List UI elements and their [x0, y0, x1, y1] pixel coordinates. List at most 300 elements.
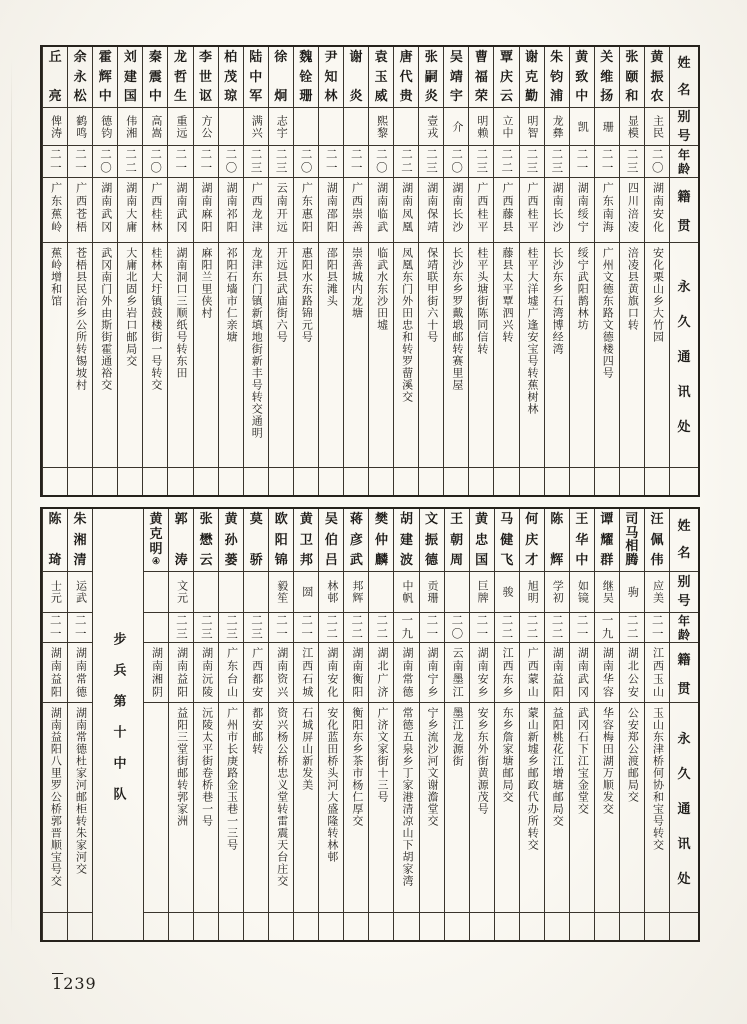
header-column [669, 47, 698, 495]
age-cell: 二三 [194, 612, 218, 642]
person-column [343, 509, 368, 940]
name-cell: 黄 振 农 [650, 50, 664, 104]
alias-cell: 介 [444, 107, 468, 145]
person-column [419, 509, 444, 940]
address-cell: 安化蓝田桥头河大盛隆转林邨 [319, 702, 343, 912]
address-cell: 邵阳县滩头 [319, 242, 343, 467]
address-cell: 苍梧县民治乡公所转锡坡村 [68, 242, 92, 467]
age-cell: 二一 [68, 612, 92, 642]
address-cell: 资兴杨公桥忠义堂转雷震天台庄交 [269, 702, 293, 912]
native-place-cell: 湖南资兴 [269, 642, 293, 702]
address-cell: 桂林大圩镇鼓楼街一号转交 [143, 242, 167, 467]
header-address: 永 久 通 讯 处 [670, 242, 698, 467]
native-place-cell: 湖南长沙 [444, 177, 468, 242]
empty-cell [394, 912, 418, 940]
native-place-cell: 云南开远 [269, 177, 293, 242]
address-cell: 公安郑公渡邮局交 [620, 702, 644, 912]
alias-cell: 志宇 [269, 107, 293, 145]
age-cell: 二一 [470, 612, 494, 642]
address-cell: 龙津东门镇新填地街新丰号转交通明 [244, 242, 268, 467]
alias-cell: 龙彝 [545, 107, 569, 145]
name-cell: 尹 知 林 [324, 50, 338, 104]
alias-cell [369, 571, 393, 612]
alias-cell: 珊 [595, 107, 619, 145]
empty-cell [445, 912, 469, 940]
address-cell: 石城屏山新发美 [294, 702, 318, 912]
address-cell: 崇善城内龙塘 [344, 242, 368, 467]
native-place-cell: 广东惠阳 [294, 177, 318, 242]
age-cell: 二〇 [445, 612, 469, 642]
person-column [318, 47, 343, 495]
address-cell: 涪凌县黄旗口转 [620, 242, 644, 467]
person-column [168, 509, 193, 940]
native-place-cell: 湖北广济 [369, 642, 393, 702]
empty-cell [670, 467, 698, 495]
native-place-cell: 湖南长沙 [545, 177, 569, 242]
age-cell: 二〇 [219, 145, 243, 177]
empty-cell [645, 912, 669, 940]
native-place-cell: 湖南凤凰 [394, 177, 418, 242]
name-cell: 唐 代 贵 [399, 50, 413, 104]
native-place-cell: 湖南宁乡 [420, 642, 444, 702]
native-place-cell: 云南墨江 [445, 642, 469, 702]
name-cell: 欧 阳 锦 [274, 512, 288, 568]
native-place-cell: 湖南沅陵 [194, 642, 218, 702]
native-place-cell: 湖南保靖 [419, 177, 443, 242]
address-cell: 益阳三堂街邮转郭家洲 [169, 702, 193, 912]
header-age: 年 龄 [670, 145, 698, 177]
person-column [444, 509, 469, 940]
age-cell: 二一 [420, 612, 444, 642]
name-cell: 谢 克 勤 [525, 50, 539, 104]
alias-cell: 满兴 [244, 107, 268, 145]
age-cell: 二一 [319, 145, 343, 177]
native-place-cell: 广东南海 [595, 177, 619, 242]
alias-cell [144, 571, 168, 612]
age-cell: 二〇 [93, 145, 117, 177]
roster-page [40, 45, 700, 942]
unit-label: 步兵第十中队 [110, 631, 126, 818]
empty-cell [43, 912, 67, 940]
alias-cell: 德钧 [93, 107, 117, 145]
alias-cell: 高嵩 [143, 107, 167, 145]
age-cell: 二〇 [294, 145, 318, 177]
name-cell: 汪 佩 伟 [650, 512, 664, 568]
native-place-cell: 广西藤县 [494, 177, 518, 242]
native-place-cell: 湖南武冈 [168, 177, 192, 242]
header-native: 籍 贯 [670, 177, 698, 242]
age-cell: 二二 [319, 612, 343, 642]
person-column [443, 47, 468, 495]
header-age: 年 龄 [670, 612, 698, 642]
age-cell [144, 612, 168, 642]
person-column [594, 509, 619, 940]
empty-cell [219, 912, 243, 940]
name-cell: 霍 辉 中 [98, 50, 112, 104]
person-column [293, 509, 318, 940]
address-cell: 安化栗山乡大竹园 [645, 242, 669, 467]
alias-cell: 继吴 [595, 571, 619, 612]
address-cell: 宁乡流沙河文谢澹堂交 [420, 702, 444, 912]
empty-cell [319, 912, 343, 940]
person-column [193, 509, 218, 940]
roster-table-bottom [40, 507, 700, 942]
native-place-cell: 湖南益阳 [545, 642, 569, 702]
age-cell: 二一 [344, 145, 368, 177]
native-place-cell: 湖南常德 [68, 642, 92, 702]
age-cell: 二一 [269, 612, 293, 642]
person-column [218, 509, 243, 940]
age-cell: 二一 [194, 145, 218, 177]
age-cell: 二三 [520, 145, 544, 177]
name-cell: 司 马 相 腾 [625, 512, 639, 568]
person-column [268, 509, 293, 940]
empty-cell [570, 467, 594, 495]
header-alias: 别 号 [670, 107, 698, 145]
name-cell: 樊 仲 麟 [374, 512, 388, 568]
empty-cell [344, 467, 368, 495]
address-cell: 广州文德东路文德楼四号 [595, 242, 619, 467]
name-cell: 王 华 中 [575, 512, 589, 568]
name-cell: 张 颐 和 [625, 50, 639, 104]
name-cell: 莫 骄 [249, 512, 263, 568]
empty-cell [595, 912, 619, 940]
address-cell: 祁阳石墻市仁亲塘 [219, 242, 243, 467]
address-cell: 都安邮转 [244, 702, 268, 912]
alias-cell [294, 107, 318, 145]
person-column [193, 47, 218, 495]
empty-cell [469, 467, 493, 495]
alias-cell: 骏 [495, 571, 519, 612]
address-cell: 麻阳兰里侠村 [194, 242, 218, 467]
alias-cell: 运武 [68, 571, 92, 612]
name-cell: 黄 致 中 [575, 50, 589, 104]
empty-cell [194, 912, 218, 940]
person-column [393, 47, 418, 495]
native-place-cell: 广西蒙山 [520, 642, 544, 702]
address-cell: 长沙东乡罗戴塅邮转赛里屋 [444, 242, 468, 467]
person-column [117, 47, 142, 495]
empty-cell [143, 467, 167, 495]
header-alias: 别 号 [670, 571, 698, 612]
age-cell: 二三 [419, 145, 443, 177]
alias-cell [394, 107, 418, 145]
person-column [142, 47, 167, 495]
address-cell: 藤县太平覃泗兴转 [494, 242, 518, 467]
alias-cell: 贡珊 [420, 571, 444, 612]
name-cell: 吴 伯 吕 [324, 512, 338, 568]
alias-cell: 凯 [570, 107, 594, 145]
roster-table-top [40, 45, 700, 497]
age-cell: 一九 [595, 612, 619, 642]
native-place-cell: 广西桂平 [520, 177, 544, 242]
native-place-cell: 广西桂平 [469, 177, 493, 242]
address-cell: 常德五泉乡丁家港清凉山下胡家湾 [394, 702, 418, 912]
address-cell: 湖南常德杜家河邮柜转朱家河交 [68, 702, 92, 912]
age-cell: 二二 [394, 145, 418, 177]
native-place-cell: 江西石城 [294, 642, 318, 702]
empty-cell [244, 912, 268, 940]
alias-cell: 壹戎 [419, 107, 443, 145]
alias-cell: 立中 [494, 107, 518, 145]
age-cell: 二三 [169, 612, 193, 642]
age-cell: 二一 [570, 612, 594, 642]
empty-cell [269, 467, 293, 495]
address-cell: 华容梅田湖万顺发交 [595, 702, 619, 912]
address-cell: 玉山东津桥何协和宝号转交 [645, 702, 669, 912]
address-cell: 保靖联甲街六十号 [419, 242, 443, 467]
person-column [619, 509, 644, 940]
person-column [544, 47, 569, 495]
age-cell: 二二 [520, 612, 544, 642]
age-cell: 二二 [494, 145, 518, 177]
native-place-cell: 湖南衡阳 [344, 642, 368, 702]
alias-cell: 俾涛 [43, 107, 67, 145]
person-column [393, 509, 418, 940]
age-cell: 二二 [495, 612, 519, 642]
address-cell: 沅陵太平街卷桥巷一号 [194, 702, 218, 912]
empty-cell [319, 467, 343, 495]
person-column [594, 47, 619, 495]
name-cell: 黄 卫 邦 [299, 512, 313, 568]
person-column [268, 47, 293, 495]
age-cell: 二三 [469, 145, 493, 177]
name-cell: 柏 茂 琼 [224, 50, 238, 104]
age-cell: 二一 [43, 612, 67, 642]
empty-cell [670, 912, 698, 940]
name-cell: 王 朝 周 [450, 512, 464, 568]
alias-cell: 士元 [43, 571, 67, 612]
name-cell: 蒋 彦 武 [349, 512, 363, 568]
empty-cell [620, 912, 644, 940]
age-cell: 二一 [68, 145, 92, 177]
address-cell: 桂平头塘街陈同信转 [469, 242, 493, 467]
alias-cell: 圀 [294, 571, 318, 612]
age-cell: 二一 [294, 612, 318, 642]
native-place-cell: 湖南安化 [645, 177, 669, 242]
native-place-cell: 湖南麻阳 [194, 177, 218, 242]
alias-cell: 应美 [645, 571, 669, 612]
page-number: 1239 [52, 974, 97, 993]
address-cell: 武冈石下江宝金堂交 [570, 702, 594, 912]
person-column [469, 509, 494, 940]
native-place-cell: 广西龙津 [244, 177, 268, 242]
address-cell: 长沙东乡石湾博经湾 [545, 242, 569, 467]
native-place-cell: 江西东乡 [495, 642, 519, 702]
person-column [468, 47, 493, 495]
alias-cell: 如镜 [570, 571, 594, 612]
alias-cell: 中帆 [394, 571, 418, 612]
person-column [318, 509, 343, 940]
native-place-cell: 湖南安乡 [470, 642, 494, 702]
age-cell: 二〇 [369, 145, 393, 177]
alias-cell: 毅笙 [269, 571, 293, 612]
empty-cell [645, 467, 669, 495]
alias-cell [244, 571, 268, 612]
alias-cell: 伟湘 [118, 107, 142, 145]
address-cell: 临武水东沙田墟 [369, 242, 393, 467]
alias-cell [194, 571, 218, 612]
person-column [569, 47, 594, 495]
address-cell: 广州市长庚路金玉巷一三号 [219, 702, 243, 912]
empty-cell [244, 467, 268, 495]
name-cell: 胡 建 波 [400, 512, 414, 568]
empty-cell [545, 912, 569, 940]
native-place-cell: 湖南大庸 [118, 177, 142, 242]
name-cell: 朱 钧 浦 [550, 50, 564, 104]
empty-cell [169, 912, 193, 940]
alias-cell: 学初 [545, 571, 569, 612]
empty-cell [93, 467, 117, 495]
native-place-cell: 广西桂林 [143, 177, 167, 242]
alias-cell: 鹤鸣 [68, 107, 92, 145]
age-cell: 二〇 [143, 145, 167, 177]
alias-cell: 林邨 [319, 571, 343, 612]
empty-cell [470, 912, 494, 940]
age-cell: 二一 [570, 145, 594, 177]
address-cell: 开远县武庙街六号 [269, 242, 293, 467]
native-place-cell: 湖南绥宁 [570, 177, 594, 242]
address-cell: 东乡詹家塘邮局交 [495, 702, 519, 912]
alias-cell: 重远 [168, 107, 192, 145]
header-name: 姓 名 [677, 519, 691, 561]
empty-cell [595, 467, 619, 495]
person-column [519, 509, 544, 940]
person-column [493, 47, 518, 495]
name-cell: 秦 震 中 [148, 50, 162, 104]
person-column [143, 509, 168, 940]
alias-cell: 显模 [620, 107, 644, 145]
name-cell: 覃 庆 云 [499, 50, 513, 104]
empty-cell [520, 912, 544, 940]
name-cell: 陆 中 军 [249, 50, 263, 104]
address-cell: 桂平大洋墟广逢安宝号转蕉树林 [520, 242, 544, 467]
address-cell: 惠阳水东路锦元号 [294, 242, 318, 467]
native-place-cell: 广西苍梧 [68, 177, 92, 242]
name-cell: 吴 靖 宇 [449, 50, 463, 104]
address-cell: 凤凰东门外田忠和转罗蒥溪交 [394, 242, 418, 467]
name-cell: 龙 哲 生 [173, 50, 187, 104]
header-name: 姓 名 [677, 56, 691, 98]
person-column [42, 47, 67, 495]
age-cell: 二〇 [444, 145, 468, 177]
header-column [669, 509, 698, 940]
person-column [368, 509, 393, 940]
name-cell: 马 健 飞 [500, 512, 514, 568]
age-cell: 二二 [620, 612, 644, 642]
empty-cell [68, 467, 92, 495]
native-place-cell: 湖南邵阳 [319, 177, 343, 242]
empty-cell [570, 912, 594, 940]
address-cell: 衡阳东乡茶市杨仁厚交 [344, 702, 368, 912]
empty-cell [545, 467, 569, 495]
name-cell: 黄 克 明 ④ [149, 512, 163, 567]
person-column [644, 47, 669, 495]
age-cell: 二三 [244, 612, 268, 642]
name-cell: 郭 涛 [174, 512, 188, 568]
empty-cell [495, 912, 519, 940]
native-place-cell: 江西玉山 [645, 642, 669, 702]
empty-cell [269, 912, 293, 940]
person-column [243, 47, 268, 495]
native-place-cell: 湖南益阳 [169, 642, 193, 702]
address-cell: 大庸北固乡岩口邮局交 [118, 242, 142, 467]
address-cell: 蕉岭增和馆 [43, 242, 67, 467]
person-column [293, 47, 318, 495]
name-cell: 陈 琦 [48, 512, 62, 568]
header-address: 永 久 通 讯 处 [670, 702, 698, 912]
empty-cell [420, 912, 444, 940]
person-column [67, 47, 92, 495]
name-cell: 文 振 德 [425, 512, 439, 568]
name-cell: 谢 炎 [349, 50, 363, 104]
empty-cell [344, 912, 368, 940]
person-column [167, 47, 192, 495]
native-place-cell: 湖南祁阳 [219, 177, 243, 242]
alias-cell [219, 571, 243, 612]
alias-cell: 主民 [645, 107, 669, 145]
alias-cell: 明智 [520, 107, 544, 145]
person-column [243, 509, 268, 940]
age-cell: 二二 [369, 612, 393, 642]
header-native: 籍 贯 [670, 642, 698, 702]
name-cell: 关 维 扬 [600, 50, 614, 104]
alias-cell: 明赖 [469, 107, 493, 145]
empty-cell [444, 467, 468, 495]
address-cell: 武冈南门外由斯街霍通裕交 [93, 242, 117, 467]
name-cell: 谭 耀 群 [600, 512, 614, 568]
empty-cell [620, 467, 644, 495]
alias-cell: 旭明 [520, 571, 544, 612]
address-cell: 蒙山新墟乡邮政代办所转交 [520, 702, 544, 912]
address-cell: 广济文家街十三号 [369, 702, 393, 912]
age-cell: 二一 [43, 145, 67, 177]
name-cell: 黄 忠 国 [475, 512, 489, 568]
empty-cell [294, 467, 318, 495]
empty-cell [419, 467, 443, 495]
native-place-cell: 广东台山 [219, 642, 243, 702]
age-cell: 二三 [219, 612, 243, 642]
empty-cell [168, 467, 192, 495]
scan-artifact-line [11, 58, 12, 938]
empty-cell [43, 467, 67, 495]
name-cell: 魏 铨 珊 [299, 50, 313, 104]
empty-cell [494, 467, 518, 495]
alias-cell: 巨牌 [470, 571, 494, 612]
name-cell: 何 庆 才 [525, 512, 539, 568]
age-cell: 二一 [595, 145, 619, 177]
native-place-cell: 湖南湘阴 [144, 642, 168, 702]
name-cell: 朱 湘 清 [73, 512, 87, 568]
person-column [218, 47, 243, 495]
native-place-cell: 湖南临武 [369, 177, 393, 242]
age-cell: 二一 [168, 145, 192, 177]
person-column [418, 47, 443, 495]
empty-cell [294, 912, 318, 940]
alias-cell: 熙黎 [369, 107, 393, 145]
native-place-cell: 湖南武冈 [570, 642, 594, 702]
alias-cell [344, 107, 368, 145]
person-column [644, 509, 669, 940]
empty-cell [68, 912, 92, 940]
empty-cell [369, 912, 393, 940]
name-cell: 张 懋 云 [199, 512, 213, 568]
alias-cell: 驹 [620, 571, 644, 612]
person-column [67, 509, 92, 940]
person-column [494, 509, 519, 940]
alias-cell [319, 107, 343, 145]
native-place-cell: 四川涪凌 [620, 177, 644, 242]
